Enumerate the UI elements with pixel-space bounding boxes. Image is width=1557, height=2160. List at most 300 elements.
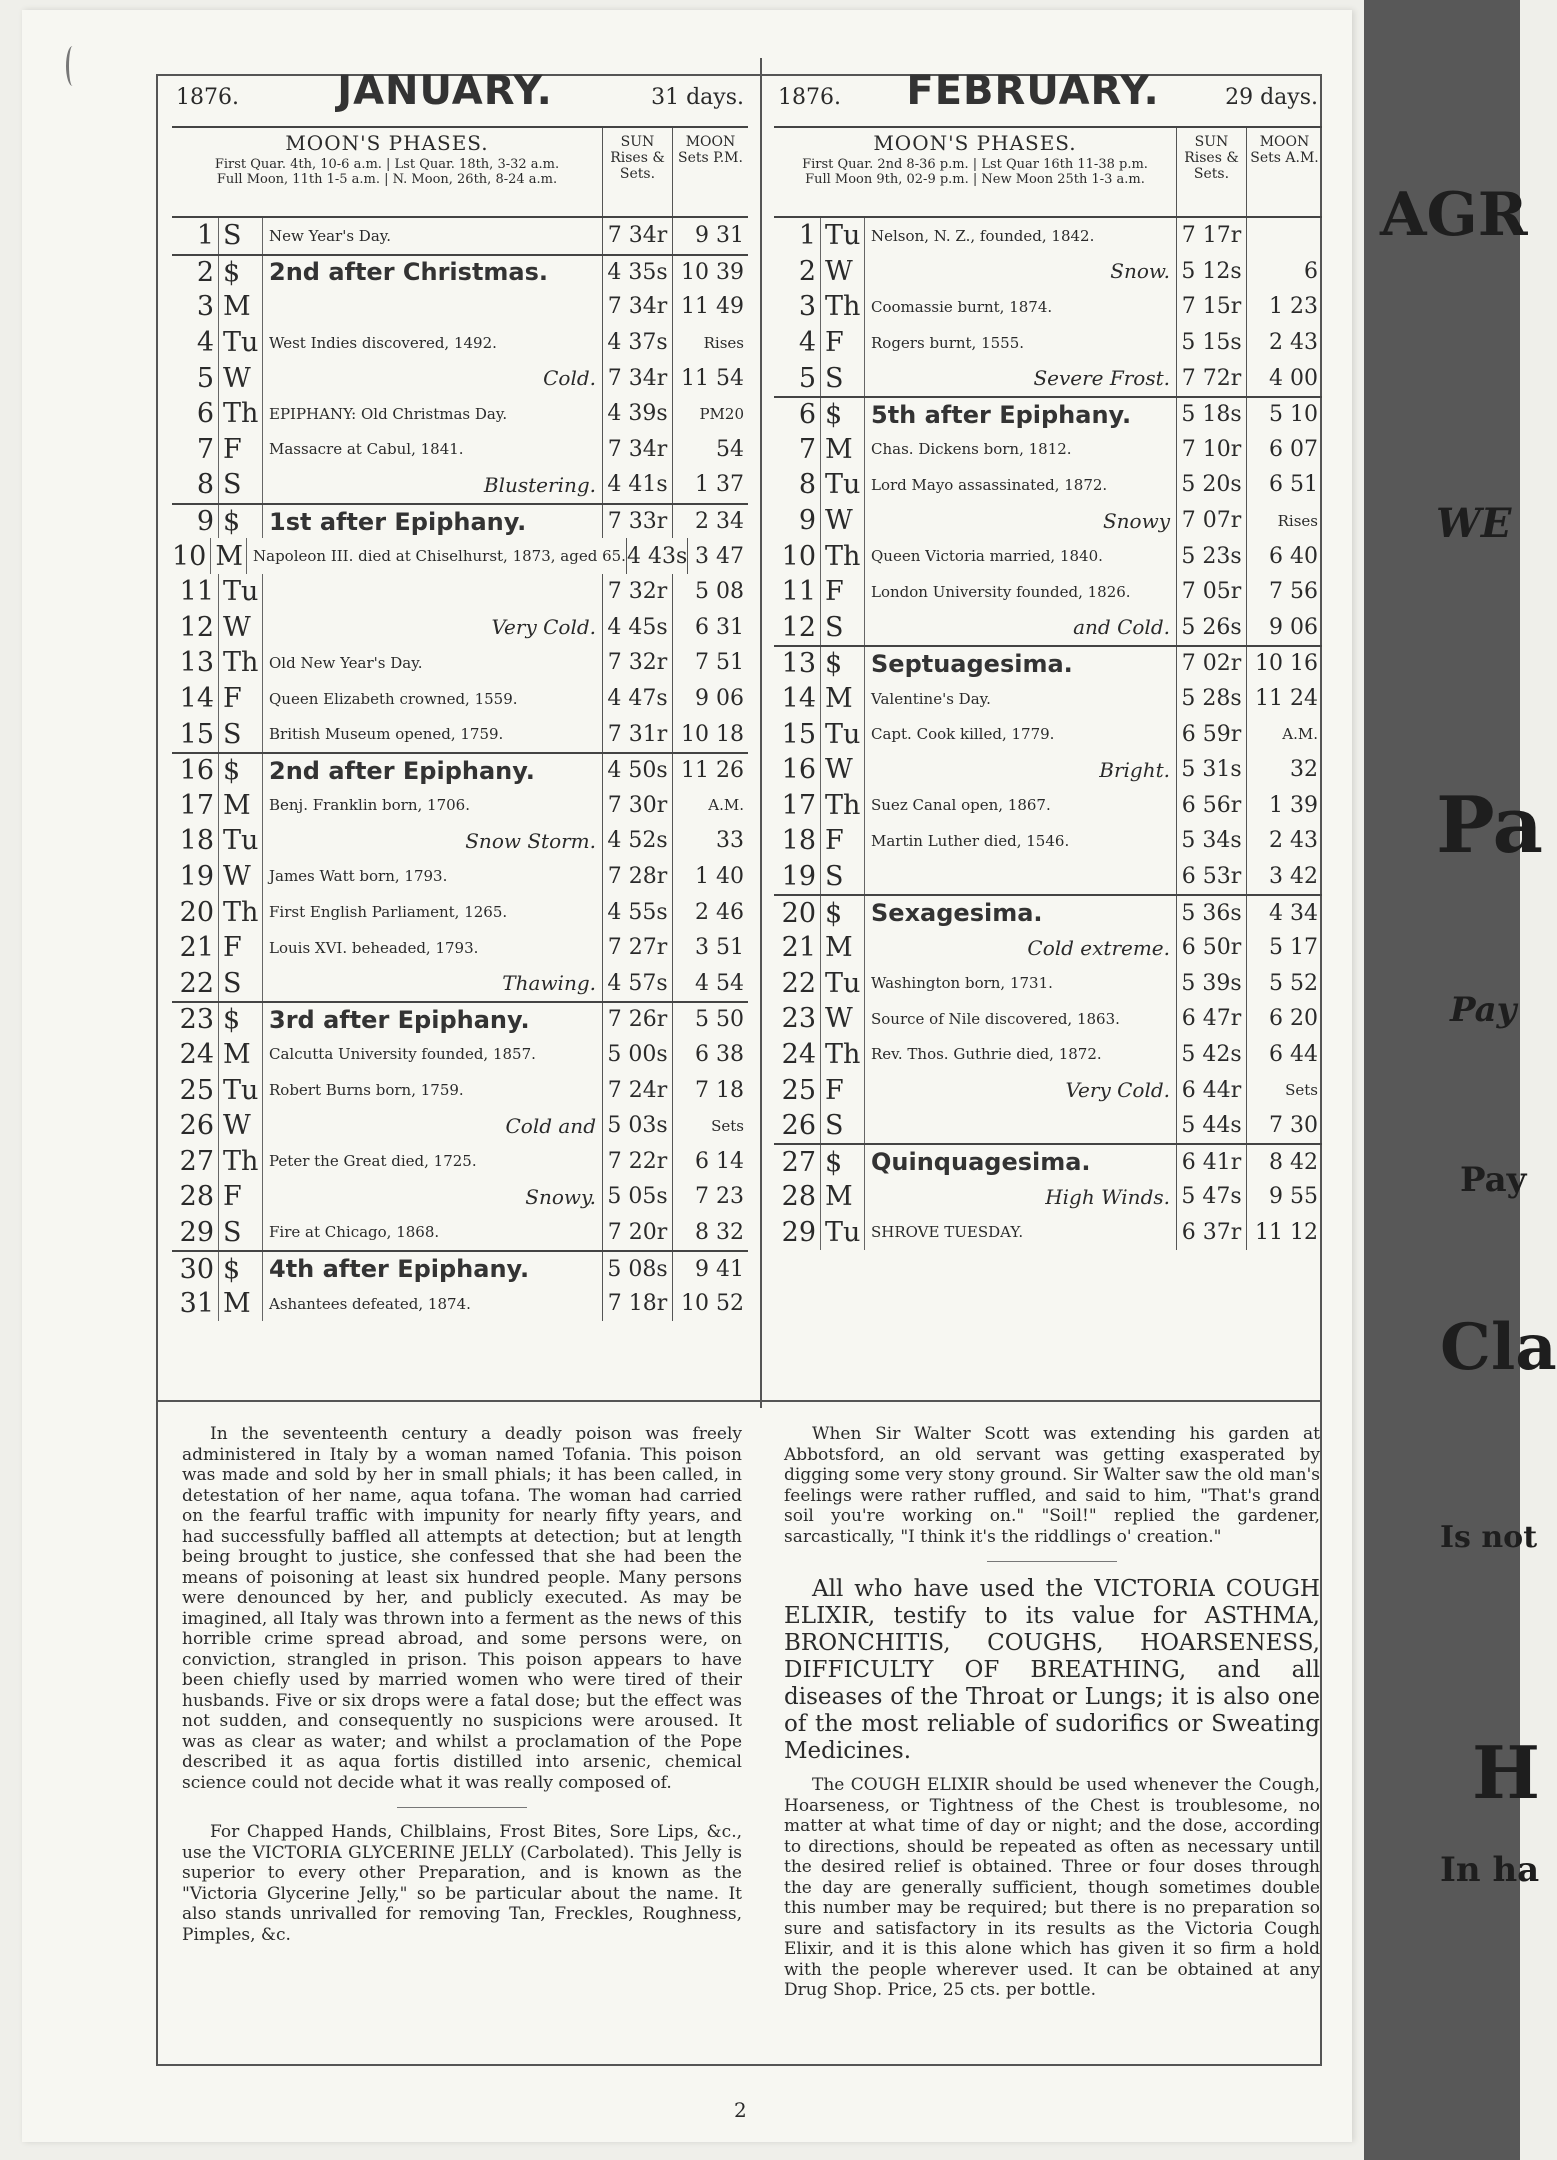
calendar-row <box>774 254 1322 290</box>
day-number: 30 <box>179 1253 214 1285</box>
event-text: Rev. Thos. Guthrie died, 1872. <box>864 1037 1176 1073</box>
day-number: 29 <box>179 1216 214 1248</box>
weekday: S <box>218 1215 262 1251</box>
moon-time: 7 18 <box>672 1072 748 1108</box>
calendar-row <box>774 965 1322 1001</box>
day-number: 8 <box>196 469 214 501</box>
moon-time: 2 43 <box>1246 823 1322 859</box>
moon-time: 54 <box>672 432 748 468</box>
moon-time: 6 40 <box>1246 538 1322 574</box>
day-number: 14 <box>781 683 816 715</box>
calendar-row <box>172 1215 748 1251</box>
event-text: Blustering. <box>262 467 602 503</box>
day-number: 26 <box>781 1110 816 1142</box>
sun-time: 6 50r <box>1176 930 1246 966</box>
strip-word: WE <box>1436 500 1512 547</box>
calendar-row <box>774 1001 1322 1037</box>
day-number: 13 <box>781 648 816 680</box>
weekday: Th <box>218 396 262 432</box>
calendar-row <box>172 574 748 610</box>
column-divider <box>760 58 762 1408</box>
weekday: F <box>820 574 864 610</box>
event-text: 1st after Epiphany. <box>262 505 602 539</box>
january-year: 1876. <box>176 85 239 110</box>
day-number: 2 <box>196 256 214 288</box>
calendar-row <box>774 681 1322 717</box>
sun-time: 5 26s <box>1176 610 1246 646</box>
day-number: 24 <box>179 1038 214 1070</box>
sun-time: 4 35s <box>602 256 672 290</box>
event-text: 4th after Epiphany. <box>262 1252 602 1286</box>
calendar-row <box>774 788 1322 824</box>
day-number: 6 <box>798 399 816 431</box>
sun-time: 7 32r <box>602 645 672 681</box>
calendar-row <box>774 1215 1322 1251</box>
weekday: W <box>218 360 262 396</box>
calendar-row <box>774 1037 1322 1073</box>
moon-time: 7 30 <box>1246 1108 1322 1144</box>
weekday: Th <box>820 788 864 824</box>
calendar-row <box>774 859 1322 895</box>
weekday: W <box>820 752 864 788</box>
day-number: 19 <box>781 860 816 892</box>
moon-time: 2 46 <box>672 894 748 930</box>
adjacent-page-strip <box>1364 0 1557 2160</box>
sun-time: 7 10r <box>1176 432 1246 468</box>
weekday: M <box>218 1286 262 1322</box>
moon-time: A.M. <box>1246 716 1322 752</box>
calendar-row <box>172 894 748 930</box>
day-number: 16 <box>781 754 816 786</box>
day-number: 21 <box>781 932 816 964</box>
day-number: 19 <box>179 860 214 892</box>
event-text: Massacre at Cabul, 1841. <box>262 432 602 468</box>
january-rows <box>172 218 748 1321</box>
moon-time <box>1246 218 1322 254</box>
day-number: 9 <box>196 506 214 538</box>
sun-time: 7 34r <box>602 360 672 396</box>
event-text: Septuagesima. <box>864 647 1176 681</box>
moon-time: 1 39 <box>1246 788 1322 824</box>
moon-time: 5 10 <box>1246 398 1322 432</box>
day-number: 1 <box>798 220 816 252</box>
weekday: S <box>218 467 262 503</box>
event-text <box>262 574 602 610</box>
sun-time: 5 36s <box>1176 896 1246 930</box>
moon-time: 5 17 <box>1246 930 1322 966</box>
phases-line: Full Moon 9th, 02-9 p.m. | New Moon 25th 1-3 a.m. <box>805 172 1145 187</box>
moon-time: 10 18 <box>672 716 748 752</box>
sun-time: 4 52s <box>602 823 672 859</box>
weekday: M <box>820 930 864 966</box>
weekday: Tu <box>218 325 262 361</box>
sun-time: 4 41s <box>602 467 672 503</box>
day-number: 3 <box>798 291 816 323</box>
strip-word: AGR <box>1380 180 1528 250</box>
february-calendar <box>774 68 1322 1396</box>
day-number: 12 <box>179 611 214 643</box>
moon-time: PM20 <box>672 396 748 432</box>
weekday: S <box>218 218 262 254</box>
sun-time: 7 02r <box>1176 647 1246 681</box>
event-text <box>262 289 602 325</box>
day-number: 8 <box>798 469 816 501</box>
weekday: S <box>820 859 864 895</box>
calendar-row <box>172 432 748 468</box>
february-days: 29 days. <box>1225 85 1318 110</box>
event-text: Thawing. <box>262 965 602 1001</box>
event-text: Fire at Chicago, 1868. <box>262 1215 602 1251</box>
calendar-row <box>172 752 748 788</box>
moon-time: 1 23 <box>1246 289 1322 325</box>
moon-time: 9 06 <box>672 681 748 717</box>
event-text: Very Cold. <box>262 610 602 646</box>
sun-time: 7 33r <box>602 505 672 539</box>
sun-time: 6 47r <box>1176 1001 1246 1037</box>
day-number: 28 <box>781 1181 816 1213</box>
calendar-row <box>172 681 748 717</box>
day-number: 12 <box>781 611 816 643</box>
calendar-row <box>172 360 748 396</box>
weekday: S <box>820 610 864 646</box>
calendar-row <box>774 930 1322 966</box>
event-text: Source of Nile discovered, 1863. <box>864 1001 1176 1037</box>
day-number: 17 <box>179 789 214 821</box>
day-number: 9 <box>798 505 816 537</box>
january-header <box>172 68 748 128</box>
almanac-sheet <box>134 58 1324 2122</box>
poison-anecdote: In the seventeenth century a deadly poison was freely administered in Italy by a woman named Tofania. This poison was made and sold by her in small phials; it has been called, in detestation of her name, aqua tofana. The woman had carried on the fearful traffic with impunity for nearly fifty years, and had successfully baffled all attempts at detection; but at length being brought to justice, she confessed that she had been the means of poisoning at least six hundred people. Many persons were denounced by her, and publicly executed. As may be imagined, all Italy was thrown into a ferment as the news of this horrible crime spread abroad, and some persons were, on conviction, strangled in prison. This poison appears to have been chiefly used by married women who were tired of their husbands. Five or six drops were a fatal dose; but the effect was not sudden, and consequently no suspicions were aroused. It was as clear as water; and whilst a proclamation of the Pope described it as aqua fortis distilled into arsenic, chemical science could not decide what it was really composed of. <box>182 1424 742 1793</box>
phases-line: First Quar. 4th, 10-6 a.m. | Lst Quar. 18th, 3-32 a.m. <box>214 157 560 172</box>
moon-time: 10 39 <box>672 256 748 290</box>
separator <box>397 1807 527 1808</box>
event-text <box>864 1108 1176 1144</box>
sun-time: 6 59r <box>1176 716 1246 752</box>
weekday: $ <box>820 398 864 432</box>
day-number: 10 <box>781 540 816 572</box>
moon-time: 9 41 <box>672 1252 748 1286</box>
event-text: Louis XVI. beheaded, 1793. <box>262 930 602 966</box>
strip-word: Is not <box>1440 1520 1538 1555</box>
moon-time: 3 51 <box>672 930 748 966</box>
january-title: JANUARY. <box>337 68 553 114</box>
sun-time: 5 34s <box>1176 823 1246 859</box>
event-text: and Cold. <box>864 610 1176 646</box>
event-text: Calcutta University founded, 1857. <box>262 1037 602 1073</box>
sun-time: 5 08s <box>602 1252 672 1286</box>
day-number: 4 <box>798 327 816 359</box>
event-text: Martin Luther died, 1546. <box>864 823 1176 859</box>
calendar-row <box>172 1037 748 1073</box>
sun-time: 5 20s <box>1176 467 1246 503</box>
event-text <box>864 859 1176 895</box>
page-curl <box>66 46 79 86</box>
sun-time: 7 34r <box>602 218 672 254</box>
moon-time: Sets <box>672 1108 748 1144</box>
sun-time: 5 00s <box>602 1037 672 1073</box>
cough-elixir-ad: All who have used the VICTORIA COUGH ELIXIR, testify to its value for ASTHMA, BRONCHITIS, COUGHS, HOARSENESS, DIFFICULTY OF BREATHING, and all diseases of the Throat or Lungs; it is also one of the most reliable of sudorifics or Sweating Medicines. <box>784 1576 1320 1764</box>
event-text: High Winds. <box>864 1179 1176 1215</box>
sun-time: 7 72r <box>1176 360 1246 396</box>
sun-time: 7 15r <box>1176 289 1246 325</box>
weekday: Th <box>218 645 262 681</box>
sun-time: 7 32r <box>602 574 672 610</box>
weekday: F <box>820 823 864 859</box>
weekday: F <box>218 930 262 966</box>
moon-time: 6 31 <box>672 610 748 646</box>
event-text: 2nd after Epiphany. <box>262 754 602 788</box>
day-number: 7 <box>196 433 214 465</box>
event-text: 2nd after Christmas. <box>262 256 602 290</box>
event-text: Very Cold. <box>864 1072 1176 1108</box>
moon-time: 10 52 <box>672 1286 748 1322</box>
day-number: 23 <box>179 1004 214 1036</box>
day-number: 16 <box>179 755 214 787</box>
weekday: W <box>218 1108 262 1144</box>
weekday: $ <box>218 505 262 539</box>
moon-time: 4 34 <box>1246 896 1322 930</box>
event-text: EPIPHANY: Old Christmas Day. <box>262 396 602 432</box>
event-text: Rogers burnt, 1555. <box>864 325 1176 361</box>
calendar-row <box>172 859 748 895</box>
calendar-row <box>172 1072 748 1108</box>
calendar-row <box>774 396 1322 432</box>
calendar-row <box>172 1179 748 1215</box>
calendar-row <box>172 218 748 254</box>
sun-time: 5 03s <box>602 1108 672 1144</box>
weekday: Tu <box>218 823 262 859</box>
calendar-row <box>172 254 748 290</box>
sun-time: 7 26r <box>602 1003 672 1037</box>
calendar-row <box>774 574 1322 610</box>
calendar-row <box>172 538 748 574</box>
calendar-row <box>774 503 1322 539</box>
right-text-column <box>784 1424 1320 2001</box>
weekday: S <box>218 716 262 752</box>
sun-time: 6 41r <box>1176 1145 1246 1179</box>
weekday: Tu <box>820 467 864 503</box>
sun-time: 5 05s <box>602 1179 672 1215</box>
sun-time: 5 31s <box>1176 752 1246 788</box>
sun-time: 7 05r <box>1176 574 1246 610</box>
sun-time: 5 12s <box>1176 254 1246 290</box>
day-number: 24 <box>781 1038 816 1070</box>
weekday: W <box>820 1001 864 1037</box>
day-number: 25 <box>179 1074 214 1106</box>
january-moon-phases <box>172 128 602 216</box>
day-number: 15 <box>179 718 214 750</box>
event-text: Coomassie burnt, 1874. <box>864 289 1176 325</box>
event-text: Benj. Franklin born, 1706. <box>262 788 602 824</box>
strip-word: In ha <box>1440 1850 1540 1890</box>
strip-word: Pay <box>1460 1160 1527 1200</box>
weekday: Th <box>820 1037 864 1073</box>
scott-anecdote: When Sir Walter Scott was extending his garden at Abbotsford, an old servant was getting exasperated by digging some very stony ground. Sir Walter saw the old man's feelings were rather ruffled, and said to him, "That's grand soil you're working on." "Soil!" replied the gardener, sarcastically, "I think it's the riddlings o' creation." <box>784 1424 1320 1547</box>
february-title: FEBRUARY. <box>906 68 1160 114</box>
day-number: 5 <box>196 362 214 394</box>
weekday: M <box>820 432 864 468</box>
moon-column-header: MOON Sets A.M. <box>1246 128 1322 216</box>
moon-time: 6 51 <box>1246 467 1322 503</box>
sun-time: 5 23s <box>1176 538 1246 574</box>
moon-time: 6 14 <box>672 1143 748 1179</box>
weekday: $ <box>218 1252 262 1286</box>
weekday: F <box>218 1179 262 1215</box>
calendar-row <box>774 894 1322 930</box>
sun-time: 7 30r <box>602 788 672 824</box>
event-text: Cold and <box>262 1108 602 1144</box>
event-text: Lord Mayo assassinated, 1872. <box>864 467 1176 503</box>
sun-time: 7 34r <box>602 289 672 325</box>
sun-time: 4 37s <box>602 325 672 361</box>
day-number: 13 <box>179 647 214 679</box>
january-calendar <box>172 68 748 1396</box>
day-number: 28 <box>179 1181 214 1213</box>
sun-time: 6 44r <box>1176 1072 1246 1108</box>
moon-time: 1 40 <box>672 859 748 895</box>
february-year: 1876. <box>778 85 841 110</box>
event-text: Napoleon III. died at Chiselhurst, 1873, aged 65. <box>246 538 626 574</box>
event-text: Suez Canal open, 1867. <box>864 788 1176 824</box>
calendar-row <box>172 1001 748 1037</box>
february-column-header <box>774 128 1322 218</box>
weekday: W <box>820 503 864 539</box>
event-text: Bright. <box>864 752 1176 788</box>
weekday: M <box>210 538 246 574</box>
event-text: Queen Elizabeth crowned, 1559. <box>262 681 602 717</box>
moon-time: 6 44 <box>1246 1037 1322 1073</box>
event-text: New Year's Day. <box>262 218 602 254</box>
weekday: Tu <box>218 574 262 610</box>
sun-time: 6 53r <box>1176 859 1246 895</box>
event-text: Cold extreme. <box>864 930 1176 966</box>
calendar-row <box>172 930 748 966</box>
weekday: Tu <box>820 1215 864 1251</box>
weekday: F <box>820 1072 864 1108</box>
weekday: Tu <box>820 218 864 254</box>
sun-time: 4 45s <box>602 610 672 646</box>
day-number: 17 <box>781 789 816 821</box>
moon-time: 2 43 <box>1246 325 1322 361</box>
weekday: F <box>820 325 864 361</box>
weekday: W <box>820 254 864 290</box>
january-column-header <box>172 128 748 218</box>
event-text: SHROVE TUESDAY. <box>864 1215 1176 1251</box>
calendar-row <box>172 1143 748 1179</box>
calendar-row <box>172 716 748 752</box>
sun-time: 4 55s <box>602 894 672 930</box>
sun-time: 4 50s <box>602 754 672 788</box>
weekday: Th <box>218 894 262 930</box>
calendar-row <box>774 752 1322 788</box>
calendar-row <box>172 645 748 681</box>
sun-time: 5 28s <box>1176 681 1246 717</box>
moon-time: 7 56 <box>1246 574 1322 610</box>
event-text: Quinquagesima. <box>864 1145 1176 1179</box>
moon-time: 6 <box>1246 254 1322 290</box>
day-number: 5 <box>798 362 816 394</box>
phases-title: MOON'S PHASES. <box>285 131 489 155</box>
sun-time: 7 20r <box>602 1215 672 1251</box>
moon-time: 3 47 <box>687 538 748 574</box>
day-number: 21 <box>179 932 214 964</box>
calendar-row <box>774 716 1322 752</box>
calendar-row <box>172 823 748 859</box>
moon-time: 11 49 <box>672 289 748 325</box>
moon-time: 1 37 <box>672 467 748 503</box>
moon-time: 7 51 <box>672 645 748 681</box>
separator <box>987 1561 1117 1562</box>
sun-column-header: SUN Rises & Sets. <box>1176 128 1246 216</box>
weekday: F <box>218 432 262 468</box>
moon-time: 32 <box>1246 752 1322 788</box>
calendar-row <box>774 538 1322 574</box>
day-number: 31 <box>179 1288 214 1320</box>
sun-time: 7 22r <box>602 1143 672 1179</box>
moon-time: 6 38 <box>672 1037 748 1073</box>
day-number: 27 <box>781 1146 816 1178</box>
weekday: Tu <box>820 965 864 1001</box>
event-text: Snow Storm. <box>262 823 602 859</box>
cough-elixir-details: The COUGH ELIXIR should be used whenever the Cough, Hoarseness, or Tightness of the Chest is troublesome, no matter at what time of day or night; and the dose, according to directions, should be repeated as often as necessary until the desired relief is obtained. Three or four doses through the day are generally sufficient, though sometimes double this number may be required; but there is no preparation so sure and satisfactory in its results as the Victoria Cough Elixir, and it is this alone which has given it so firm a hold with the people wherever used. It can be obtained at any Drug Shop. Price, 25 cts. per bottle. <box>784 1775 1320 2000</box>
sun-time: 7 07r <box>1176 503 1246 539</box>
day-number: 4 <box>196 327 214 359</box>
day-number: 25 <box>781 1074 816 1106</box>
calendar-row <box>774 1179 1322 1215</box>
day-number: 20 <box>781 897 816 929</box>
day-number: 11 <box>179 576 214 608</box>
moon-time: 9 55 <box>1246 1179 1322 1215</box>
event-text: Capt. Cook killed, 1779. <box>864 716 1176 752</box>
weekday: Th <box>820 289 864 325</box>
day-number: 22 <box>781 967 816 999</box>
weekday: $ <box>820 896 864 930</box>
moon-time: A.M. <box>672 788 748 824</box>
day-number: 15 <box>781 718 816 750</box>
moon-time: 3 42 <box>1246 859 1322 895</box>
weekday: S <box>820 360 864 396</box>
moon-time: 8 32 <box>672 1215 748 1251</box>
event-text: First English Parliament, 1265. <box>262 894 602 930</box>
strip-word: Pay <box>1450 990 1517 1030</box>
weekday: $ <box>218 256 262 290</box>
sun-time: 6 56r <box>1176 788 1246 824</box>
sun-time: 5 42s <box>1176 1037 1246 1073</box>
moon-time: 9 31 <box>672 218 748 254</box>
sun-time: 5 39s <box>1176 965 1246 1001</box>
event-text: Severe Frost. <box>864 360 1176 396</box>
sun-time: 5 47s <box>1176 1179 1246 1215</box>
day-number: 18 <box>781 825 816 857</box>
moon-time: 4 00 <box>1246 360 1322 396</box>
almanac-page <box>22 10 1352 2142</box>
sun-time: 7 34r <box>602 432 672 468</box>
moon-time: 5 52 <box>1246 965 1322 1001</box>
day-number: 22 <box>179 967 214 999</box>
weekday: M <box>218 788 262 824</box>
calendar-row <box>774 325 1322 361</box>
weekday: $ <box>218 1003 262 1037</box>
moon-time: 6 20 <box>1246 1001 1322 1037</box>
sun-time: 4 57s <box>602 965 672 1001</box>
day-number: 20 <box>179 896 214 928</box>
calendar-row <box>774 1108 1322 1144</box>
phases-title: MOON'S PHASES. <box>873 131 1077 155</box>
strip-word: Cla <box>1440 1310 1557 1385</box>
strip-word: H <box>1472 1730 1541 1815</box>
event-text: Chas. Dickens born, 1812. <box>864 432 1176 468</box>
calendar-row <box>774 1143 1322 1179</box>
